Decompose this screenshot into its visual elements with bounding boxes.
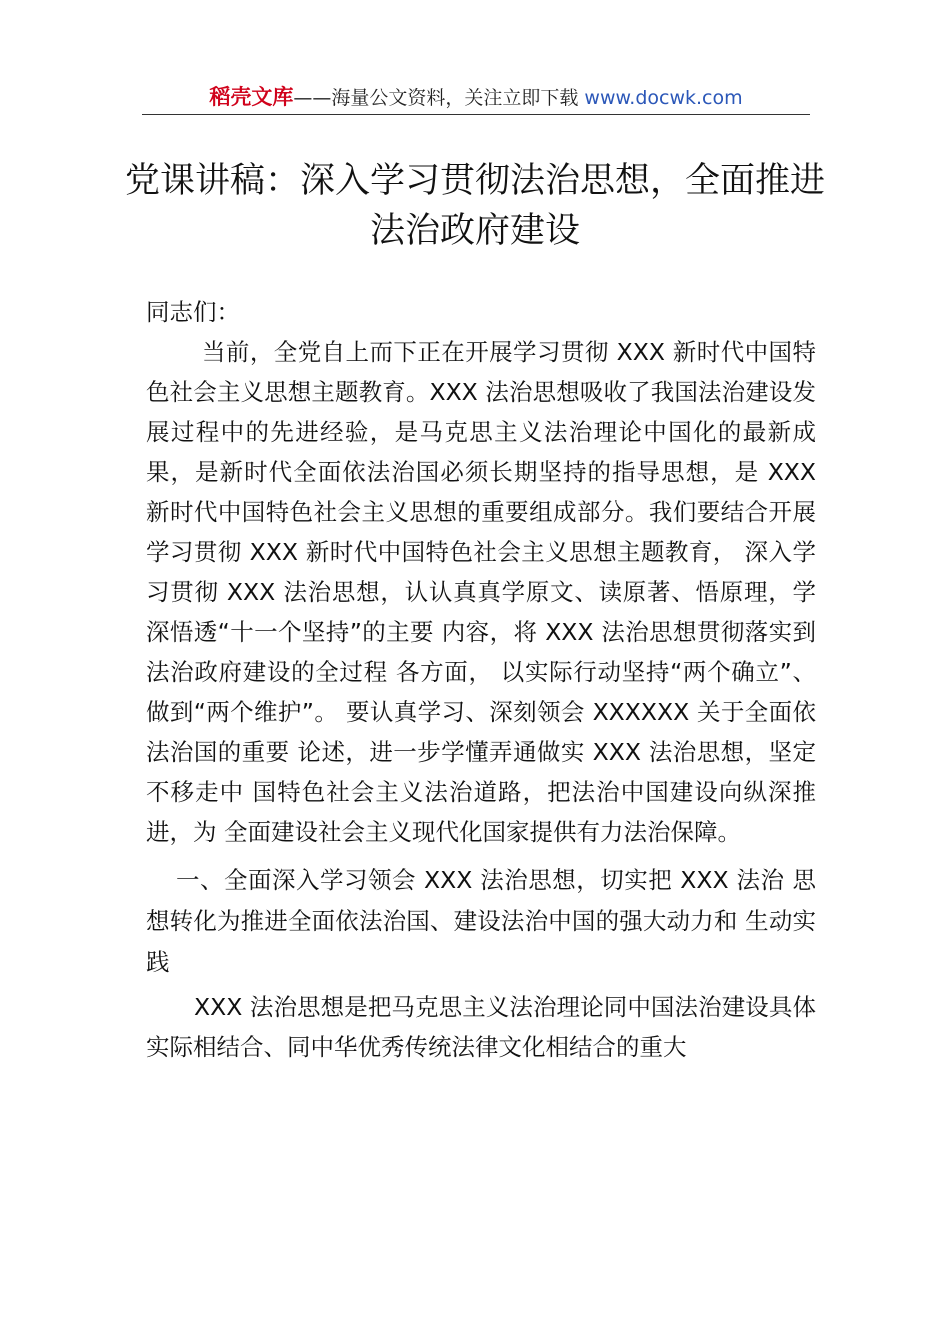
website-link[interactable]: www.docwk.com (584, 87, 743, 109)
section-paragraph: XXX 法治思想是把马克思主义法治理论同中国法治建设具体实际相结合、同中华优秀传统法律文化相结合的重大 (146, 993, 816, 1061)
section-heading: 一、全面深入学习领会 XXX 法治思想，切实把 XXX 法治 思想转化为推进全面依法治国、建设法治中国的强大动力和 生动实践 (146, 866, 816, 976)
header-divider (142, 114, 810, 115)
header-tagline: ——海量公文资料，关注立即下载 (293, 87, 585, 109)
document-title: 党课讲稿：深入学习贯彻法治思想，全面推进法治政府建设 (124, 161, 825, 251)
document-header (142, 84, 810, 116)
document-body (146, 292, 816, 1067)
brand-logo-text: 稻壳文库 (209, 85, 294, 109)
intro-paragraph: 当前，全党自上而下正在开展学习贯彻 XXX 新时代中国特色社会主义思想主题教育。XXX 法治思想吸收了我国法治建设发展过程中的先进经验，是马克思主义法治理论中国化的最新成果，是新时代全面依法治国必须长期坚持的指导思想，是 XXX 新时代中国特色社会主义思想的重要组成部分。我们要结合开展学习贯彻 XXX 新时代中国特色社会主义思想主题教育， 深入学习贯彻 XXX 法治思想，认认真真学原文、读原著、悟原理，学深悟透“十一个坚持”的主要 内容，将 XXX 法治思想贯彻落实到法治政府建设的全过程 各方面， 以实际行动坚持“两个确立”、做到“两个维护”。 要认真学习、深刻领会 XXXXXX 关于全面依法治国的重要 论述，进一步学懂弄通做实 XXX 法治思想，坚定不移走中 国特色社会主义法治道路，把法治中国建设向纵深推进，为 全面建设社会主义现代化国家提供有力法治保障。 (146, 338, 816, 846)
salutation: 同志们： (146, 298, 240, 326)
